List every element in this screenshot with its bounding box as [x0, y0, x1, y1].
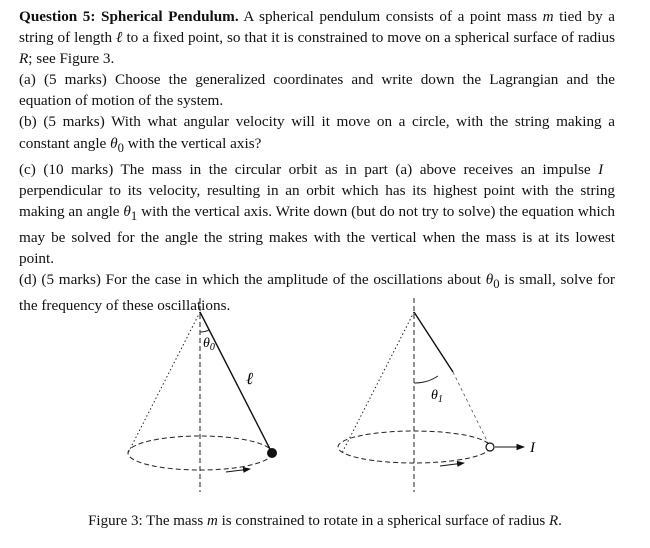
question-intro-text: A spherical pendulum consists of a point mass m tied by a string of length ℓ to a fixed point, so that it is constrained to move on a spherical surface of radius R; see Figure 3. [19, 8, 615, 68]
right-pendulum [338, 298, 547, 492]
right-motion-arrow [440, 463, 464, 466]
impulse-label: I⃗ [530, 440, 547, 456]
left-angle-arc [200, 330, 209, 332]
question-title: Question 5: Spherical Pendulum. [19, 8, 239, 25]
right-angle-label: $\theta_1$ [431, 388, 443, 405]
left-angle-label: $\theta_0$ [203, 336, 215, 353]
figure-3 [0, 288, 650, 498]
left-mass [267, 448, 277, 458]
question-text [19, 6, 615, 316]
caption-var-r: R [548, 513, 559, 529]
part-b: (b) (5 marks) With what angular velocity will it move on a circle, with the string making a constant angle $\theta_0$ with the vertical axis? [19, 113, 615, 155]
left-string [200, 312, 272, 453]
right-string-trajectory [453, 372, 490, 447]
caption-prefix: Figure 3: The mass [88, 513, 207, 529]
left-cone-left-edge [128, 312, 200, 453]
part-a: (a) (5 marks) Choose the generalized coordinates and write down the Lagrangian and the equation of motion of the system. [19, 71, 615, 110]
figure-caption [0, 511, 650, 531]
caption-middle: is constrained to rotate in a spherical surface of radius [217, 513, 549, 529]
left-pendulum [128, 298, 277, 492]
part-c: (c) (10 marks) The mass in the circular orbit as in part (a) above receives an impulse I⃗ perpendicular to its velocity, resulting in an orbit which has its highest point with the string making an angle $\theta_1$ with the vertical axis. Write down (but do not try to solve) the equation which may be solved for the angle the string makes with the vertical when the mass is at its lowest point. [19, 160, 615, 268]
caption-var-m: m [206, 513, 218, 529]
right-string [414, 312, 453, 372]
left-motion-arrow [226, 469, 250, 472]
caption-suffix: . [558, 513, 562, 529]
part-d: (d) (5 marks) For the case in which the amplitude of the oscillations about $\theta_0$ is small, solve for the frequency of these oscillations. [19, 271, 615, 315]
right-angle-arc [414, 376, 438, 383]
question-intro [19, 6, 615, 69]
left-string-label: ℓ [246, 369, 254, 388]
right-mass [486, 443, 494, 451]
right-cone-left-edge [342, 312, 414, 453]
